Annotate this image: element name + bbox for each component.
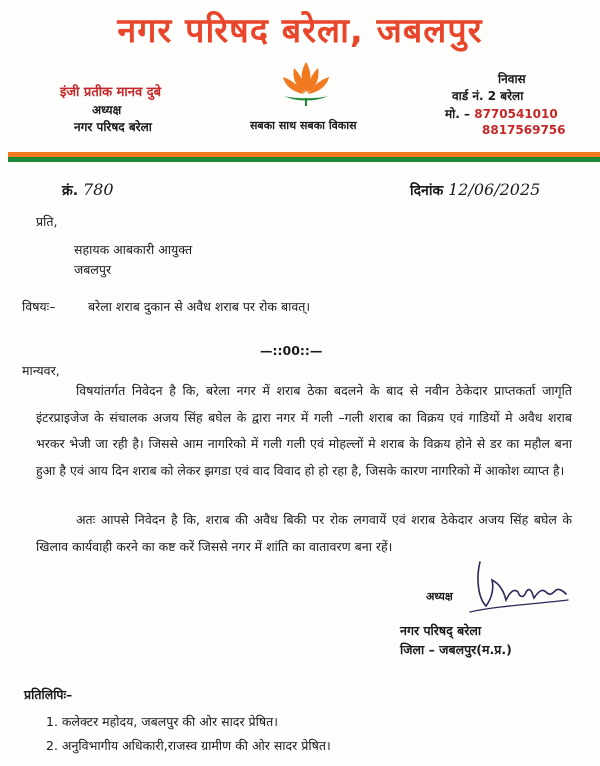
ward-address: वार्ड नं. 2 बरेला (452, 89, 524, 103)
body-paragraph-1: विषयांतर्गत निवेदन है कि, बरेला नगर में शराब ठेका बदलने के बाद से नवीन ठेकेदार प्राप्तकर्ता जागृति इंटरप्राइजेज के संचालक अजय सिंह बघेल के द्वारा नगर में गली –गली शराब का विक्रय एवं गाडियों मे अवैध शराब भरकर भेजी जा रही है। जिससे आम नागरिको में गली गली एवं मोहल्लों मे शराब के विक्रय होने से डर का महौल बना हुआ है एवं आय दिन शराब को लेकर झगडा एवं वाद विवाद हो हो रहा है, जिसके कारण नागरिको में आकोश व्याप्त है। (36, 383, 572, 478)
reference-value: 780 (82, 180, 114, 199)
header-band-green (8, 157, 600, 162)
salutation: मान्यवर, (22, 363, 60, 378)
signatory-council: नगर परिषद् बरेला (400, 623, 482, 638)
lotus-icon (276, 58, 336, 108)
mobile-number-2: 8817569756 (482, 123, 566, 137)
handwritten-signature (466, 558, 570, 622)
copy-item: 2. अनुविभागीय अधिकारी,राजस्व ग्रामीण की ओर सादर प्रेषित। (46, 738, 331, 753)
signatory-role: अध्यक्ष (426, 590, 453, 603)
mobile-prefix: मो. – (445, 107, 471, 121)
president-name: इंजी प्रतीक मानव दुबे (60, 85, 162, 100)
council-name: नगर परिषद बरेला (74, 120, 152, 134)
residence-label: निवास (498, 72, 526, 86)
copy-heading: प्रतिलिपिः– (24, 687, 73, 702)
mobile-line (445, 105, 558, 122)
subject-text: बरेला शराब दुकान से अवैध शराब पर रोक बावत्। (88, 299, 311, 314)
recipient-city: जबलपुर (74, 262, 112, 277)
slogan: सबका साथ सबका विकास (250, 119, 357, 132)
reference-label: क्रं. (62, 183, 79, 199)
recipient-prefix: प्रति, (36, 214, 58, 229)
reference-number (62, 180, 114, 200)
letter-date (410, 180, 540, 200)
president-role: अध्यक्ष (92, 103, 122, 117)
mobile-number-1: 8770541010 (474, 107, 558, 121)
subject-label: विषयः– (22, 299, 56, 314)
letterhead-title: नगर परिषद बरेला, जबलपुर (117, 11, 483, 51)
copy-item: 1. कलेक्टर महोदय, जबलपुर की ओर सादर प्रेषित। (46, 714, 278, 729)
signatory-district: जिला – जबलपुर(म.प्र.) (400, 642, 512, 657)
body-paragraph-2: अतः आपसे निवेदन है कि, शराब की अवैध बिकी पर रोक लगवायें एवं शराब ठेकेदार अजय सिंह बघेल के खिलाव कार्यवाही करने का कष्ट करें जिससे नगर में शांति का वातावरण बना रहें। (36, 512, 572, 554)
separator: —::00::— (260, 343, 323, 358)
date-label: दिनांक (410, 183, 444, 199)
recipient-title: सहायक आबकारी आयुक्त (74, 242, 193, 257)
date-value: 12/06/2025 (448, 180, 541, 199)
